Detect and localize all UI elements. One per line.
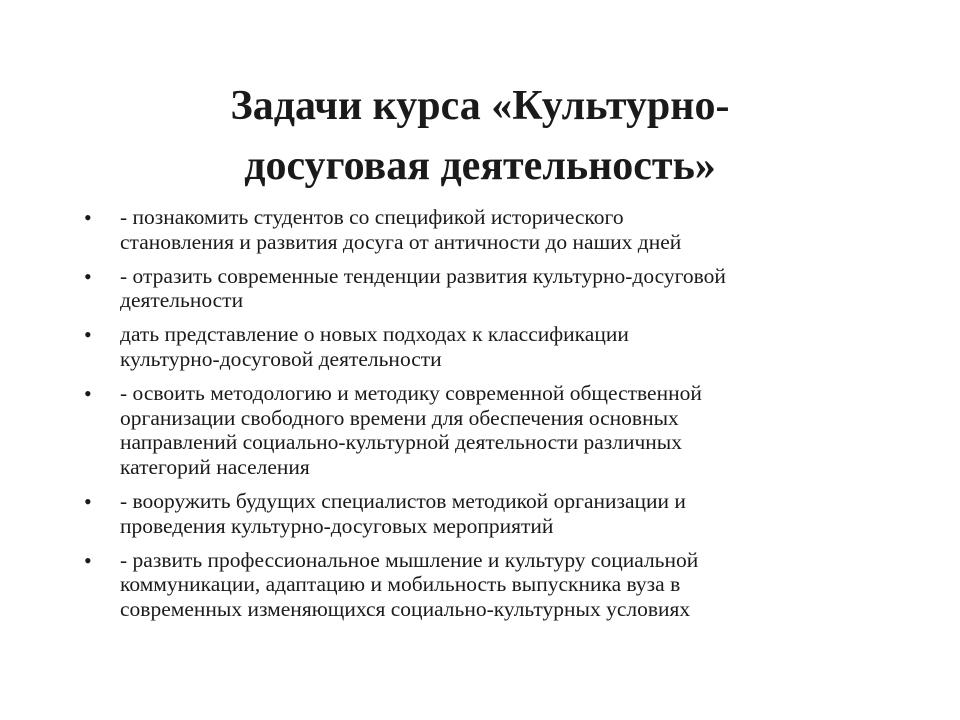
- list-item-line: становления и развития досуга от античности до наших дней: [120, 229, 682, 254]
- list-item: [80, 489, 880, 539]
- list-item-line: - освоить методологию и методику современной общественной: [120, 380, 702, 405]
- list-item: [80, 548, 880, 622]
- list-item-line: проведения культурно-досуговых мероприятий: [120, 513, 554, 538]
- bullet-icon: •: [84, 380, 92, 406]
- list-item-line: - познакомить студентов со спецификой исторического: [120, 205, 624, 229]
- list-item-line: дать представление о новых подходах к классификации: [120, 322, 629, 347]
- list-item: [80, 381, 880, 480]
- bullet-icon: •: [84, 263, 92, 289]
- list-item-line: - отразить современные тенденции развития культурно-досуговой: [120, 263, 726, 288]
- list-item-line: современных изменяющихся социально-культурных условиях: [120, 597, 691, 622]
- bullet-icon: •: [84, 205, 92, 230]
- list-item: [80, 264, 880, 314]
- list-item-line: направлений социально-культурной деятельности различных: [120, 430, 682, 455]
- bullet-icon: •: [84, 488, 92, 514]
- list-item-line: коммуникации, адаптацию и мобильность выпускника вуза в: [120, 572, 681, 597]
- list-item: [80, 322, 880, 372]
- list-item-line: организации свободного времени для обеспечения основных: [120, 405, 679, 430]
- list-item-line: категорий населения: [120, 455, 310, 480]
- list-item: [80, 205, 880, 255]
- list-item-line: деятельности: [120, 288, 244, 313]
- task-list: [80, 205, 880, 631]
- list-item-line: - развить профессиональное мышление и культуру социальной: [120, 547, 699, 572]
- title-line-2: досуговая деятельность»: [244, 143, 716, 189]
- list-item-line: культурно-досуговой деятельности: [120, 346, 442, 371]
- slide-title: [0, 76, 960, 196]
- bullet-icon: •: [84, 322, 92, 348]
- title-line-1: Задачи курса «Культурно-: [230, 83, 730, 129]
- list-item-line: - вооружить будущих специалистов методикой организации и: [120, 488, 686, 513]
- bullet-icon: •: [84, 547, 92, 573]
